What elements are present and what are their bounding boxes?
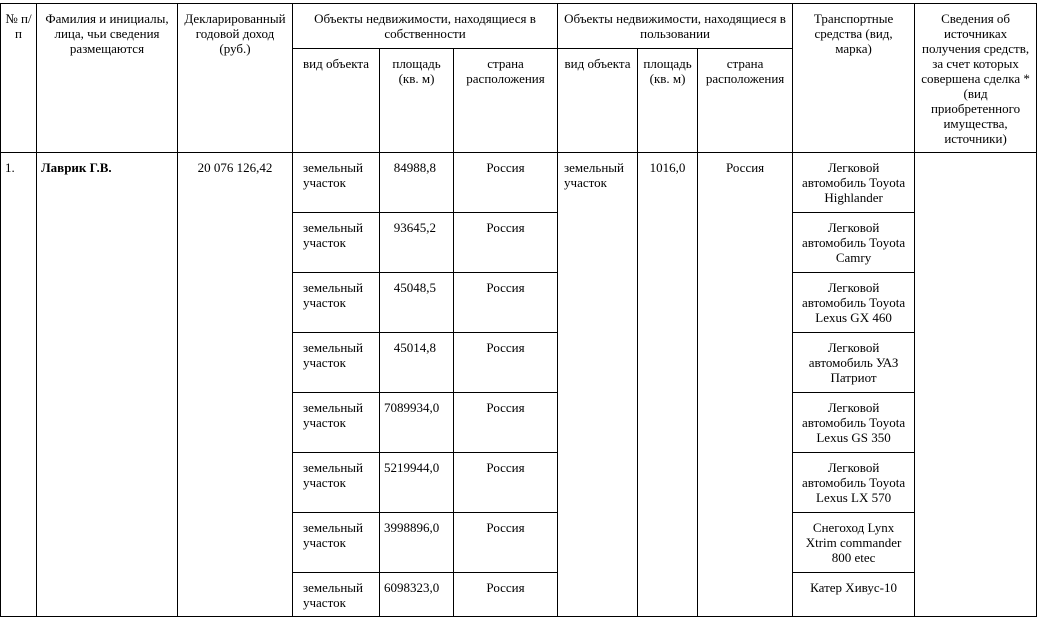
header-used-group: Объекты недвижимости, находящиеся в пользовании bbox=[558, 4, 793, 49]
transport-item: Легковой автомобиль Toyota Highlander bbox=[793, 153, 915, 213]
owned-area: 45048,5 bbox=[380, 273, 454, 333]
owned-country: Россия bbox=[454, 333, 558, 393]
owned-country: Россия bbox=[454, 393, 558, 453]
sources-cell bbox=[915, 153, 1037, 617]
header-num: № п/п bbox=[1, 4, 37, 153]
owned-country: Россия bbox=[454, 513, 558, 573]
transport-item: Легковой автомобиль Toyota Lexus GS 350 bbox=[793, 393, 915, 453]
owned-area: 93645,2 bbox=[380, 213, 454, 273]
person-name: Лаврик Г.В. bbox=[37, 153, 178, 617]
owned-country: Россия bbox=[454, 573, 558, 617]
transport-item: Легковой автомобиль Toyota Lexus LX 570 bbox=[793, 453, 915, 513]
owned-type: земельный участок bbox=[293, 333, 380, 393]
owned-type: земельный участок bbox=[293, 513, 380, 573]
header-sources: Сведения об источниках получения средств, за счет которых совершена сделка * (вид приобретенного имущества, источники) bbox=[915, 4, 1037, 153]
header-row-1 bbox=[1, 4, 1037, 49]
owned-area: 45014,8 bbox=[380, 333, 454, 393]
person-income: 20 076 126,42 bbox=[178, 153, 293, 617]
owned-area: 6098323,0 bbox=[380, 573, 454, 617]
owned-country: Россия bbox=[454, 153, 558, 213]
used-type: земельный участок bbox=[558, 153, 638, 617]
owned-country: Россия bbox=[454, 273, 558, 333]
transport-item: Снегоход Lynx Xtrim commander 800 etec bbox=[793, 513, 915, 573]
transport-item: Легковой автомобиль Toyota Lexus GX 460 bbox=[793, 273, 915, 333]
header-used-type: вид объекта bbox=[558, 49, 638, 153]
header-owned-group: Объекты недвижимости, находящиеся в собственности bbox=[293, 4, 558, 49]
owned-type: земельный участок bbox=[293, 273, 380, 333]
owned-area: 5219944,0 bbox=[380, 453, 454, 513]
owned-type: земельный участок bbox=[293, 153, 380, 213]
owned-type: земельный участок bbox=[293, 213, 380, 273]
header-used-country: страна расположения bbox=[698, 49, 793, 153]
table-row bbox=[1, 153, 1037, 213]
owned-type: земельный участок bbox=[293, 573, 380, 617]
used-area: 1016,0 bbox=[638, 153, 698, 617]
transport-item: Легковой автомобиль Toyota Camry bbox=[793, 213, 915, 273]
header-owned-country: страна расположения bbox=[454, 49, 558, 153]
owned-area: 3998896,0 bbox=[380, 513, 454, 573]
header-income: Декларированный годовой доход (руб.) bbox=[178, 4, 293, 153]
owned-type: земельный участок bbox=[293, 393, 380, 453]
header-used-area: площадь (кв. м) bbox=[638, 49, 698, 153]
owned-type: земельный участок bbox=[293, 453, 380, 513]
row-num: 1. bbox=[1, 153, 37, 617]
header-owned-type: вид объекта bbox=[293, 49, 380, 153]
owned-country: Россия bbox=[454, 453, 558, 513]
owned-area: 7089934,0 bbox=[380, 393, 454, 453]
declaration-table bbox=[0, 3, 1037, 617]
used-country: Россия bbox=[698, 153, 793, 617]
transport-item: Катер Хивус-10 bbox=[793, 573, 915, 617]
header-name: Фамилия и инициалы, лица, чьи сведения размещаются bbox=[37, 4, 178, 153]
owned-country: Россия bbox=[454, 213, 558, 273]
header-transport: Транспортные средства (вид, марка) bbox=[793, 4, 915, 153]
transport-item: Легковой автомобиль УАЗ Патриот bbox=[793, 333, 915, 393]
header-owned-area: площадь (кв. м) bbox=[380, 49, 454, 153]
owned-area: 84988,8 bbox=[380, 153, 454, 213]
